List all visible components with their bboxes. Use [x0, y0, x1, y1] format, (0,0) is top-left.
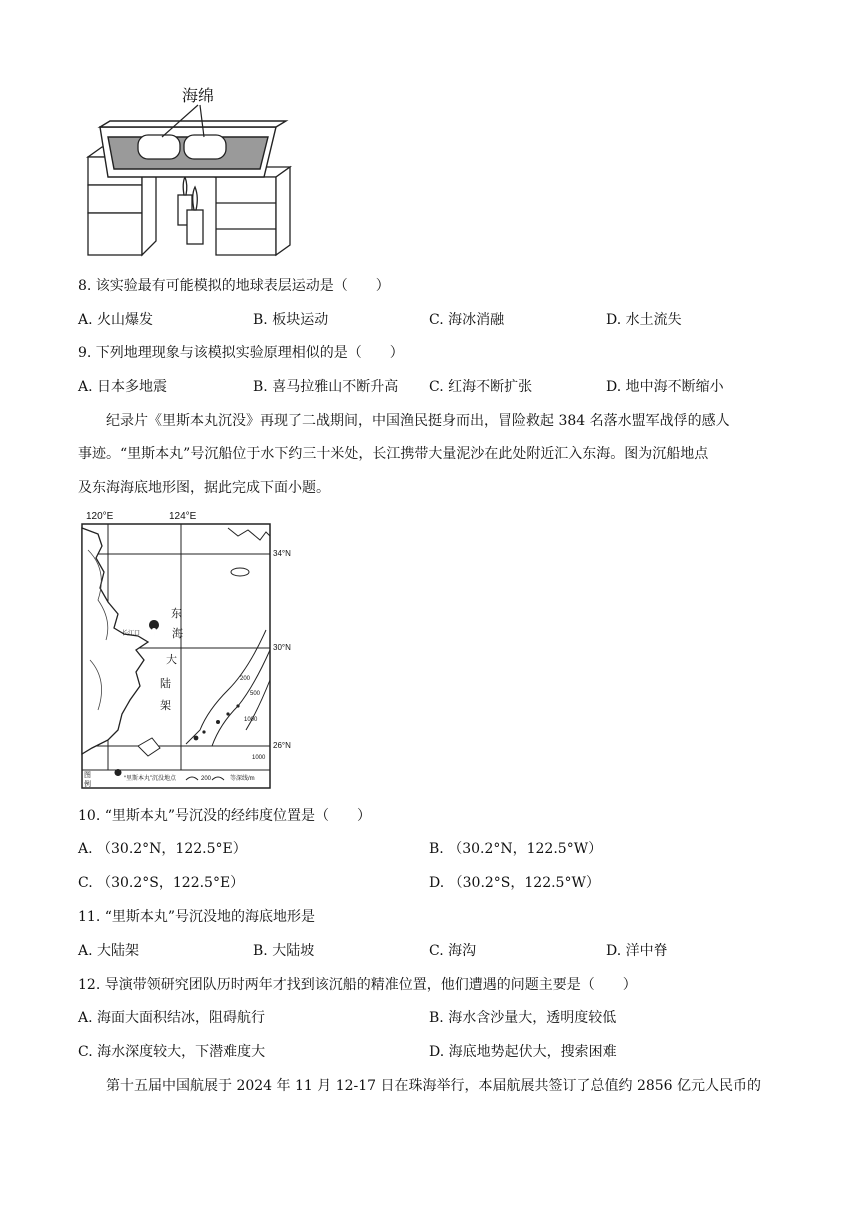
lat-label-26: 26°N — [273, 741, 291, 750]
sea-label-4: 陆 — [160, 678, 171, 690]
sea-label-3: 大 — [166, 654, 177, 666]
passage-1-line-2: 事迹。“里斯本丸”号沉船位于水下约三十米处，长江携带大量泥沙在此处附近汇入东海。图为沉船地点 — [78, 446, 709, 462]
q9-option-a[interactable]: A. 日本多地震 — [78, 379, 168, 395]
q11-option-a[interactable]: A. 大陆架 — [78, 943, 140, 959]
q11-option-d[interactable]: D. 洋中脊 — [606, 943, 668, 959]
q12-option-d[interactable]: D. 海底地势起伏大，搜索困难 — [429, 1044, 617, 1060]
contour-label-1000b: 1000 — [252, 755, 266, 761]
lat-label-30: 30°N — [273, 643, 291, 652]
question-10-stem: 10. “里斯本丸”号沉没的经纬度位置是（ ） — [78, 808, 372, 824]
contour-label-200: 200 — [240, 676, 251, 682]
passage-2-line-1: 第十五届中国航展于 2024 年 11 月 12-17 日在珠海举行，本届航展共签订了总值约 2856 亿元人民币的 — [106, 1078, 762, 1094]
sea-label-2: 海 — [172, 628, 183, 640]
river-label: 长江口 — [122, 631, 141, 637]
q8-option-d[interactable]: D. 水土流失 — [606, 312, 682, 328]
q10-option-a[interactable]: A. （30.2°N，122.5°E） — [78, 841, 247, 857]
sponge-label: 海绵 — [182, 88, 215, 105]
q12-option-a[interactable]: A. 海面大面积结冰，阻碍航行 — [78, 1010, 266, 1026]
candle-icon — [178, 177, 203, 244]
lat-label-34: 34°N — [273, 549, 291, 558]
passage-1-line-1: 纪录片《里斯本丸沉没》再现了二战期间，中国渔民挺身而出，冒险救起 384 名落水盟军战俘的感人 — [106, 413, 730, 429]
passage-1-line-3: 及东海海底地形图，据此完成下面小题。 — [78, 480, 330, 496]
q11-option-c[interactable]: C. 海沟 — [429, 943, 477, 959]
legend-marker-text: “里斯本丸”沉没地点 — [124, 776, 176, 782]
q9-option-d[interactable]: D. 地中海不断缩小 — [606, 379, 724, 395]
legend-contour-text: 等深线/m — [230, 776, 255, 782]
q8-option-a[interactable]: A. 火山爆发 — [78, 312, 154, 328]
sea-label-5: 架 — [160, 700, 171, 712]
contour-label-1000a: 1000 — [244, 717, 258, 723]
sea-label-1: 东 — [171, 608, 182, 620]
q11-option-b[interactable]: B. 大陆坡 — [253, 943, 315, 959]
contour-label-500: 500 — [250, 691, 261, 697]
q10-option-b[interactable]: B. （30.2°N，122.5°W） — [429, 841, 603, 857]
q9-option-b[interactable]: B. 喜马拉雅山不断升高 — [253, 379, 399, 395]
lon-label-120: 120°E — [86, 511, 114, 522]
legend-title-2: 例 — [84, 781, 91, 788]
question-9-stem: 9. 下列地理现象与该模拟实验原理相似的是（ ） — [78, 345, 404, 361]
legend-title-1: 图 — [84, 772, 91, 779]
q12-option-c[interactable]: C. 海水深度较大，下潜难度大 — [78, 1044, 266, 1060]
east-china-sea-map — [78, 510, 278, 792]
q8-option-c[interactable]: C. 海冰消融 — [429, 312, 505, 328]
q12-option-b[interactable]: B. 海水含沙量大，透明度较低 — [429, 1010, 617, 1026]
question-11-stem: 11. “里斯本丸”号沉没地的海底地形是 — [78, 909, 316, 925]
lon-label-124: 124°E — [169, 511, 197, 522]
legend-contour-value: 200 — [201, 776, 212, 782]
question-8-stem: 8. 该实验最有可能模拟的地球表层运动是（ ） — [78, 278, 390, 294]
q8-option-b[interactable]: B. 板块运动 — [253, 312, 329, 328]
q10-option-c[interactable]: C. （30.2°S，122.5°E） — [78, 875, 245, 891]
question-12-stem: 12. 导演带领研究团队历时两年才找到该沉船的精准位置，他们遭遇的问题主要是（ ） — [78, 977, 637, 993]
experiment-figure — [80, 85, 310, 265]
q10-option-d[interactable]: D. （30.2°S，122.5°W） — [429, 875, 600, 891]
q9-option-c[interactable]: C. 红海不断扩张 — [429, 379, 533, 395]
